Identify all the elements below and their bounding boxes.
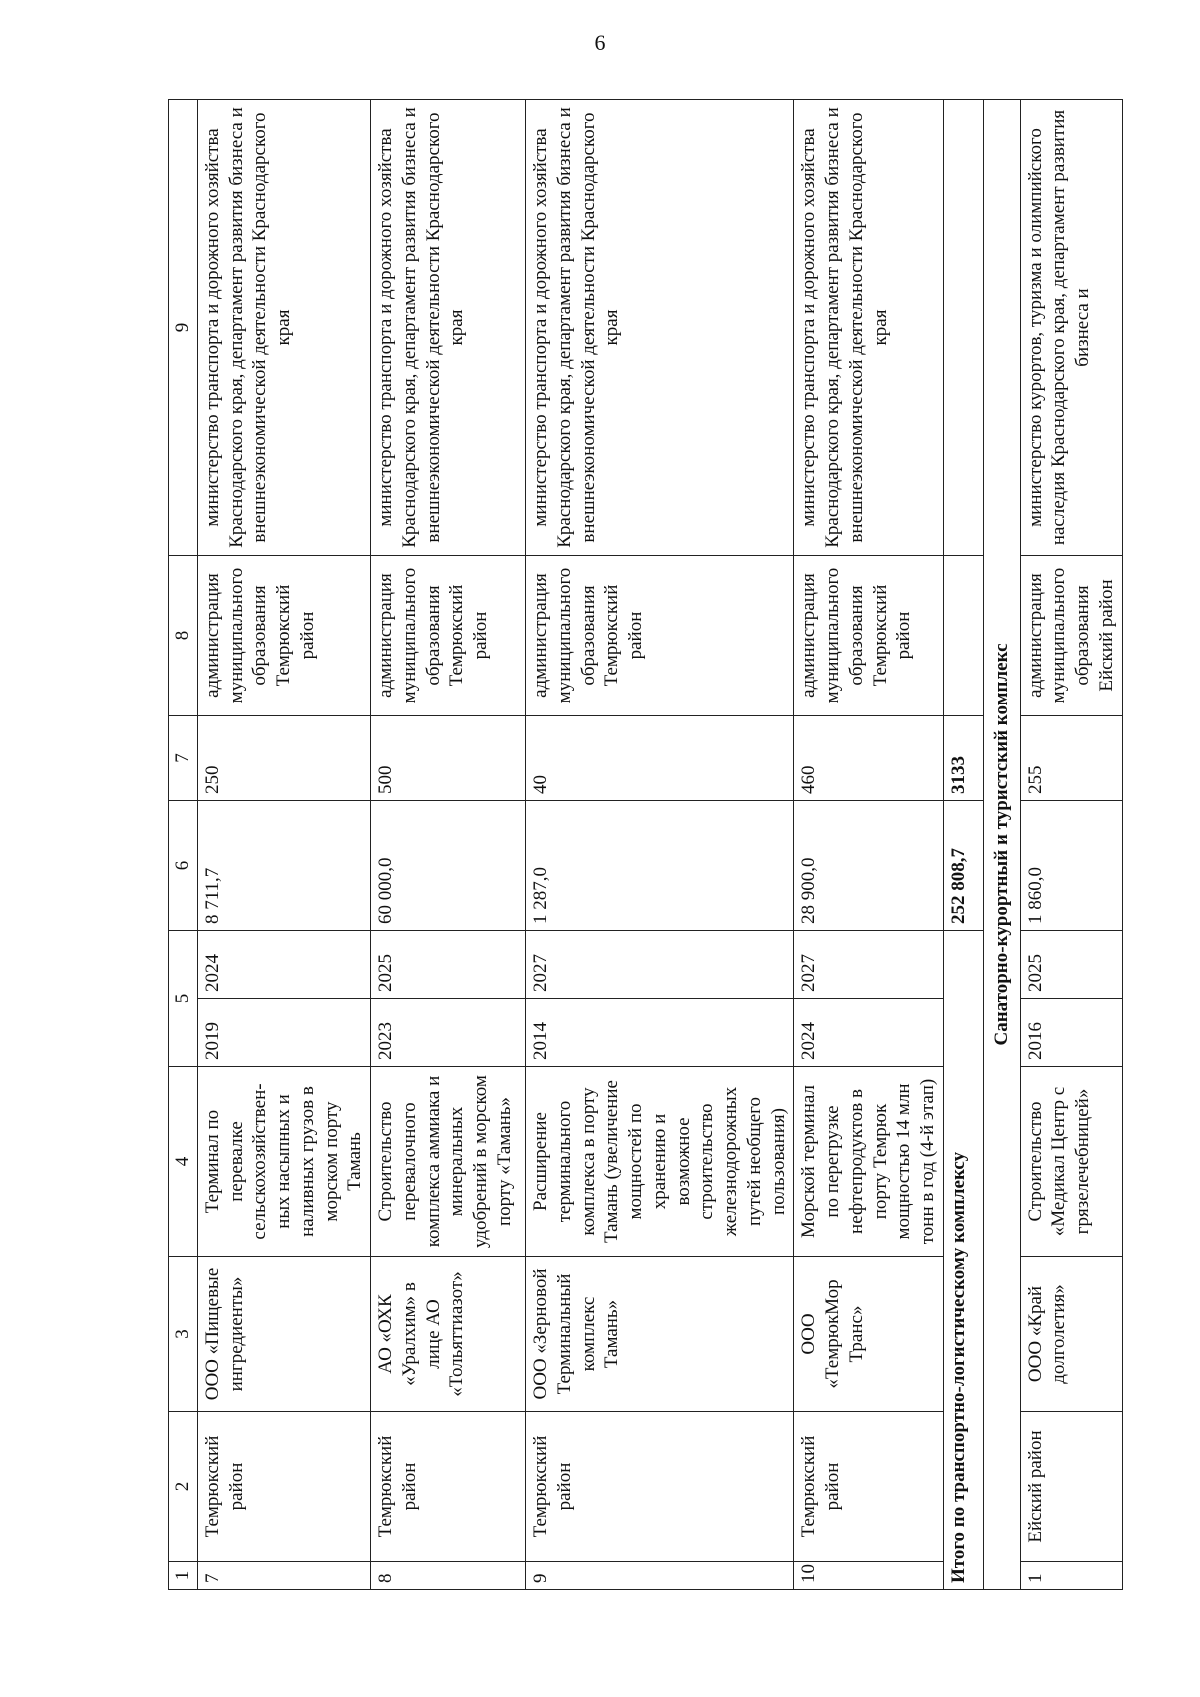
page-number: 6 xyxy=(594,30,606,55)
administration-cell: администрация муниципального образования Ейский район xyxy=(1020,556,1122,716)
column-header: 6 xyxy=(169,801,198,931)
start-year-cell: 2014 xyxy=(526,999,794,1067)
section-header-row xyxy=(983,100,1020,1590)
district-cell: Темрюкский район xyxy=(371,1412,526,1562)
administration-cell: администрация муниципального образования Темрюкский район xyxy=(197,556,370,716)
table-row xyxy=(197,100,370,1590)
responsible-body-cell: министерство транспорта и дорожного хозяйства Краснодарского края, департамент развития бизнеса и внешнеэкономической деятельности Краснодарского края xyxy=(526,100,794,556)
column-header: 7 xyxy=(169,716,198,801)
column-header: 3 xyxy=(169,1257,198,1412)
organization-cell: ООО «Зерновой Терминальный комплекс Тамань» xyxy=(526,1257,794,1412)
jobs-cell: 460 xyxy=(794,716,944,801)
row-number: 8 xyxy=(371,1562,526,1590)
cost-cell: 28 900,0 xyxy=(794,801,944,931)
cost-cell: 8 711,7 xyxy=(197,801,370,931)
start-year-cell: 2019 xyxy=(197,999,370,1067)
column-header: 5 xyxy=(169,931,198,1067)
empty-cell xyxy=(943,556,983,716)
end-year-cell: 2027 xyxy=(526,931,794,999)
cost-cell: 1 860,0 xyxy=(1020,801,1122,931)
district-cell: Темрюкский район xyxy=(526,1412,794,1562)
district-cell: Ейский район xyxy=(1020,1412,1122,1562)
column-header: 8 xyxy=(169,556,198,716)
start-year-cell: 2024 xyxy=(794,999,944,1067)
organization-cell: АО «ОХК «Уралхим» в лице АО «Тольяттиазот» xyxy=(371,1257,526,1412)
district-cell: Темрюкский район xyxy=(197,1412,370,1562)
district-cell: Темрюкский район xyxy=(794,1412,944,1562)
cost-cell: 1 287,0 xyxy=(526,801,794,931)
table-header-row xyxy=(169,100,198,1590)
column-header: 1 xyxy=(169,1562,198,1590)
organization-cell: ООО «ТемрюкМор Транс» xyxy=(794,1257,944,1412)
jobs-cell: 500 xyxy=(371,716,526,801)
jobs-cell: 250 xyxy=(197,716,370,801)
total-row xyxy=(943,100,983,1590)
table-row xyxy=(1020,100,1122,1590)
responsible-body-cell: министерство транспорта и дорожного хозяйства Краснодарского края, департамент развития бизнеса и внешнеэкономической деятельности Краснодарского края xyxy=(197,100,370,556)
jobs-cell: 255 xyxy=(1020,716,1122,801)
total-jobs: 3133 xyxy=(943,716,983,801)
responsible-body-cell: министерство транспорта и дорожного хозяйства Краснодарского края, департамент развития бизнеса и внешнеэкономической деятельности Краснодарского края xyxy=(371,100,526,556)
start-year-cell: 2023 xyxy=(371,999,526,1067)
administration-cell: администрация муниципального образования Темрюкский район xyxy=(794,556,944,716)
project-cell: Терминал по перевалке сельскохозяйствен-ных насыпных и наливных грузов в морском порту Тамань xyxy=(197,1067,370,1257)
total-label: Итого по транспортно-логистическому комплексу xyxy=(943,931,983,1590)
administration-cell: администрация муниципального образования Темрюкский район xyxy=(371,556,526,716)
project-cell: Строительство «Медикал Центр с грязелечебницей» xyxy=(1020,1067,1122,1257)
row-number: 7 xyxy=(197,1562,370,1590)
cost-cell: 60 000,0 xyxy=(371,801,526,931)
table-row xyxy=(526,100,794,1590)
column-header: 4 xyxy=(169,1067,198,1257)
row-number: 9 xyxy=(526,1562,794,1590)
column-header: 2 xyxy=(169,1412,198,1562)
row-number: 1 xyxy=(1020,1562,1122,1590)
start-year-cell: 2016 xyxy=(1020,999,1122,1067)
responsible-body-cell: министерство курортов, туризма и олимпийского наследия Краснодарского края, департамент развития бизнеса и xyxy=(1020,100,1122,556)
jobs-cell: 40 xyxy=(526,716,794,801)
column-header: 9 xyxy=(169,100,198,556)
project-cell: Строительство перевалочного комплекса аммиака и минеральных удобрений в морском порту «Тамань» xyxy=(371,1067,526,1257)
section-title: Санаторно-курортный и туристский комплекс xyxy=(983,100,1020,1590)
total-cost: 252 808,7 xyxy=(943,801,983,931)
project-cell: Морской терминал по перегрузке нефтепродуктов в порту Темрюк мощностью 14 млн тонн в год (4-й этап) xyxy=(794,1067,944,1257)
row-number: 10 xyxy=(794,1562,944,1590)
end-year-cell: 2027 xyxy=(794,931,944,999)
organization-cell: ООО «Пищевые ингредиенты» xyxy=(197,1257,370,1412)
end-year-cell: 2025 xyxy=(1020,931,1122,999)
investment-projects-table xyxy=(168,99,1123,1590)
project-cell: Расширение терминального комплекса в порту Тамань (увеличение мощностей по хранению и возможное строительство железнодорожных путей необщего пользования) xyxy=(526,1067,794,1257)
table-row xyxy=(794,100,944,1590)
empty-cell xyxy=(943,100,983,556)
rotated-table-wrapper xyxy=(168,100,1117,1590)
end-year-cell: 2025 xyxy=(371,931,526,999)
responsible-body-cell: министерство транспорта и дорожного хозяйства Краснодарского края, департамент развития бизнеса и внешнеэкономической деятельности Краснодарского края xyxy=(794,100,944,556)
end-year-cell: 2024 xyxy=(197,931,370,999)
administration-cell: администрация муниципального образования Темрюкский район xyxy=(526,556,794,716)
organization-cell: ООО «Край долголетия» xyxy=(1020,1257,1122,1412)
table-row xyxy=(371,100,526,1590)
